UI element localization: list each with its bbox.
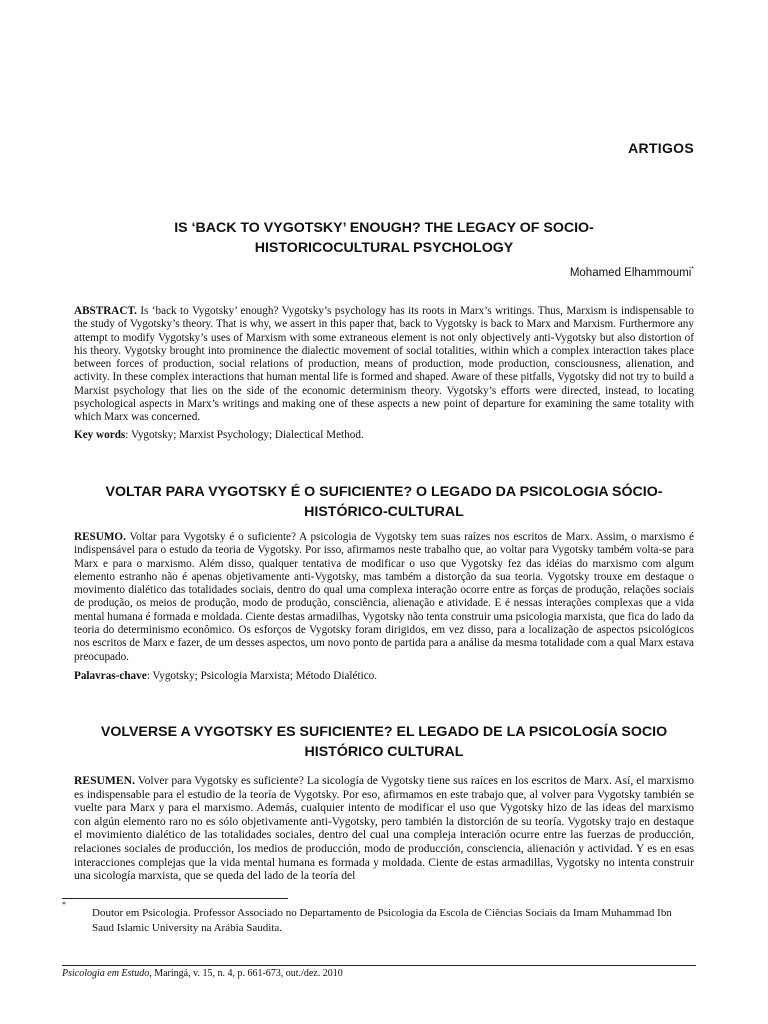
footer-divider <box>62 965 696 966</box>
spanish-title-line-2: HISTÓRICO CULTURAL <box>304 744 464 760</box>
spanish-title-line-1: VOLVERSE A VYGOTSKY ES SUFICIENTE? EL LEGADO DE LA PSICOLOGÍA SOCIO <box>100 724 668 740</box>
spanish-abstract-label: RESUMEN. <box>74 774 135 787</box>
spanish-abstract-text: Volver para Vygotsky es suficiente? La sicología de Vygotsky tiene sus raíces en los escritos de Marx. Así, el marxismo es indispensable para el estudio de la teoría de Vygotsky. Por eso, afirmamos en este trabajo que, al volver para Vygotsky también se vuelte para Marx y para el marxismo. Además, cualquier intento de modificar el uso que Vygotsky hizo de las ideas del marxismo con algún elemento raro no es sólo objetivamente anti-Vygotsky, pero también la distorción de su teoría. Vygotsky trajo en destaque el movimiento dialético de las totalidades sociales, dentro del cual una compleja interación ocurre entre las fuerzas de producción, relaciones sociales de producción, los medios de producción, modo de producción, consciencia, alienación y actividad. Y es en esas interacciones complejas que la vida mental humana es formada y moldada. Ciente de estas armadillas, Vygotsky no intenta construir una sicología marxista, que se queda del lado de la teoría del <box>74 774 694 883</box>
english-keywords-text: : Vygotsky; Marxist Psychology; Dialectical Method. <box>125 429 364 441</box>
portuguese-title-line-2: HISTÓRICO-CULTURAL <box>304 504 464 520</box>
author-name: Mohamed Elhammoumi <box>569 266 692 279</box>
author <box>570 266 694 279</box>
journal-name: Psicologia em Estudo <box>62 968 150 979</box>
portuguese-abstract-text: Voltar para Vygotsky é o suficiente? A psicologia de Vygotsky tem suas raízes nos escritos de Marx. Assim, o marxismo é indispensável para o estudo da teoria de Vygotsky. Por isso, afirmamos neste trabalho que, ao voltar para Vygotsky também volta-se para Marx e para o marxismo. Além disso, qualquer tentativa de modificar o uso que Vygotsky fez das idéias do marxismo com algum elemento estranho não é apenas objetivamente anti-Vygotsky, mas também a distorção da sua teoria. Vygotsky trouxe em destaque o movimento dialético das totalidades sociais, dentro do qual uma complexa interação ocorre entre as forças de produção, relações sociais de produção, os meios de produção, modo de produção, consciência, alienação e atividade. E é nessas interações complexas que a vida mental humana é formada e moldada. Ciente destas armadilhas, Vygotsky não tenta construir uma psicologia marxista, que fica do lado da teoria do determinismo econômico. Os esforços de Vygotsky foram dirigidos, em vez disso, para a localização de aspectos psicológicos nos escritos de Marx e fazer, de um desses aspectos, um novo ponto de partida para a análise da mesma totalidade com a qual Marx estava preocupado. <box>74 531 694 663</box>
english-abstract-text: Is ‘back to Vygotsky’ enough? Vygotsky’s psychology has its roots in Marx’s writings. Thus, Marxism is indispensable to the study of Vygotsky’s theory. That is why, we assert in this paper that, back to Vygotsky is back to Marx and Marxism. Furthermore any attempt to modify Vygotsky’s uses of Marxism with some extraneous element is not only objectively anti-Vygotsky but also distortion of his theory. Vygotsky brought into prominence the dialectic movement of social totalities, within which a complex interaction takes place between forces of production, social relations of production, means of production, mode production, consciousness, alienation, and activity. In these complex interactions that human mental life is formed and shaped. Aware of these pitfalls, Vygotsky did not try to build a Marxist psychology that lies on the side of the economic determinism theory. Vygotsky’s efforts were directed, instead, to locating psychological aspects in Marx’s writings and making one of these aspects a new point of departure for examining the same totality with which Marx was concerned. <box>74 305 695 424</box>
english-title <box>74 218 694 258</box>
portuguese-abstract <box>74 531 694 664</box>
portuguese-title <box>74 482 694 522</box>
journal-details: , Maringá, v. 15, n. 4, p. 661-673, out./dez. 2010 <box>149 968 343 979</box>
english-title-line-1: IS ‘BACK TO VYGOTSKY’ ENOUGH? THE LEGACY OF SOCIO- <box>174 220 594 236</box>
footnote-mark: * <box>62 900 66 909</box>
spanish-abstract <box>74 774 694 883</box>
portuguese-title-line-1: VOLTAR PARA VYGOTSKY É O SUFICIENTE? O LEGADO DA PSICOLOGIA SÓCIO- <box>105 484 663 500</box>
footnote-text: Doutor em Psicologia. Professor Associado no Departamento de Psicologia da Escola de Ciências Sociais da Imam Muhammad Ibn Saud Islamic University na Arábia Saudita. <box>92 907 672 934</box>
english-keywords <box>74 429 694 442</box>
portuguese-keywords-text: : Vygotsky; Psicologia Marxista; Método Dialético. <box>146 670 378 682</box>
english-keywords-label: Key words <box>74 429 126 441</box>
footnote-divider <box>62 898 288 899</box>
section-label: ARTIGOS <box>628 140 694 156</box>
spanish-title <box>74 722 694 762</box>
portuguese-keywords-label: Palavras-chave <box>74 670 147 682</box>
english-abstract <box>74 305 694 425</box>
journal-citation <box>62 968 343 979</box>
portuguese-keywords <box>74 670 694 683</box>
author-footnote-mark: * <box>691 266 694 273</box>
english-title-line-2: HISTORICOCULTURAL PSYCHOLOGY <box>254 240 514 256</box>
english-abstract-label: ABSTRACT. <box>74 305 137 317</box>
portuguese-abstract-label: RESUMO. <box>74 531 126 543</box>
